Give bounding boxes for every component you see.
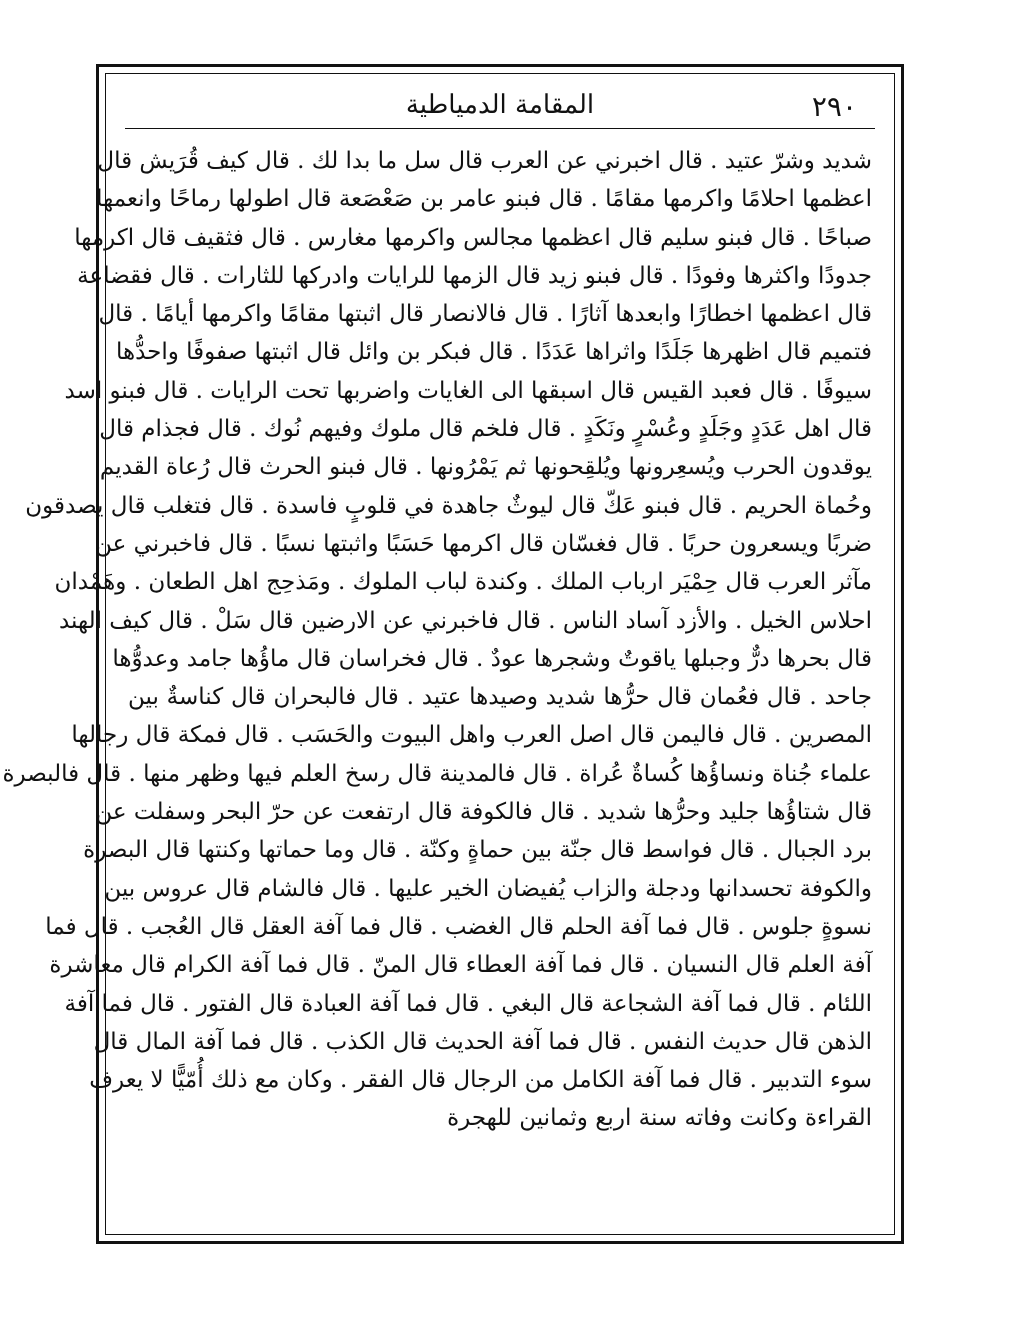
text-line: مآثر العرب قال حِمْيَر ارباب الملك . وكندة لباب الملوك . ومَذحِج اهل الطعان . وهَمْدان [54, 569, 872, 596]
text-line: قال بحرها درٌّ وجبلها ياقوتٌ وشجرها عودٌ . قال فخراسان قال ماؤُها جامد وعدوُّها [112, 645, 872, 672]
text-line: نسوةٍ جلوس . قال فما آفة الحلم قال الغضب . قال فما آفة العقل قال العُجب . قال فما [45, 913, 872, 940]
text-line: سيوفًا . قال فعبد القيس قال اسبقها الى الغايات واضربها تحت الرايات . قال فبنو اسد [64, 377, 872, 404]
text-line: والكوفة تحسدانها ودجلة والزاب يُفيضان الخير عليها . قال فالشام قال عروس بين [104, 875, 872, 902]
text-line: اعظمها احلامًا واكرمها مقامًا . قال فبنو عامر بن صَعْصَعة قال اطولها رماحًا وانعمها [96, 186, 872, 213]
text-line: جاحد . قال فعُمان قال حرُّها شديد وصيدها عتيد . قال فالبحران قال كناسةٌ بين [128, 684, 872, 711]
text-line: ضربًا ويسعرون حربًا . قال فغسّان قال اكرمها حَسَبًا واثبتها نسبًا . قال فاخبرني عن [95, 530, 872, 557]
text-line-last: القراءة وكانت وفاته سنة اربع وثمانين للهجرة [447, 1105, 872, 1132]
text-line: المصرين . قال فاليمن قال اصل العرب واهل البيوت والحَسَب . قال فمكة قال رجالها [71, 722, 872, 749]
text-line: آفة العلم قال النسيان . قال فما آفة العطاء قال المنّ . قال فما آفة الكرام قال معاشرة [49, 952, 872, 979]
text-line: علماء جُناة ونساؤُها كُساةٌ عُراة . قال فالمدينة قال رسخ العلم فيها وظهر منها . قال فالبصرة [2, 760, 872, 787]
text-line: شديد وشرّ عتيد . قال اخبرني عن العرب قال سل ما بدا لك . قال كيف قُرَيش قال [97, 148, 872, 174]
text-line: اللئام . قال فما آفة الشجاعة قال البغي . قال فما آفة العبادة قال الفتور . قال فما آفة [64, 990, 872, 1017]
text-line: قال شتاؤُها جليد وحرُّها شديد . قال فالكوفة قال ارتفعت عن حرّ البحر وسفلت عن [95, 799, 872, 826]
text-line: جدودًا واكثرها وفودًا . قال فبنو زيد قال الزمها للرايات وادركها للثارات . قال فقضاعة [77, 262, 872, 289]
text-line: صباحًا . قال فبنو سليم قال اعظمها مجالس واكرمها مغارس . قال فثقيف قال اكرمها [74, 224, 872, 251]
text-line: برد الجبال . قال فواسط قال جنّة بين حماةٍ وكنّة . قال وما حماتها وكنتها قال البصرة [83, 837, 872, 864]
page-header [125, 88, 875, 124]
text-line: يوقدون الحرب ويُسعِرونها ويُلقِحونها ثم يَمْرُونها . قال فبنو الحرث قال رُعاة القديم [99, 454, 872, 481]
text-line: فتميم قال اظهرها جَلَدًا واثراها عَدَدًا . قال فبكر بن وائل قال اثبتها صفوفًا واحدُّها [115, 339, 872, 366]
text-line: قال اهل عَدَدٍ وجَلَدٍ وعُسْرٍ ونَكَدٍ . قال فلخم قال ملوك وفيهم نُوك . قال فجذام قال [99, 416, 872, 443]
text-line: وحُماة الحريم . قال فبنو عَكّ قال ليوثٌ جاهدة في قلوبٍ فاسدة . قال فتغلب قال يصدقون [25, 492, 872, 519]
header-rule [125, 128, 875, 129]
text-body [2, 142, 872, 1138]
text-line: قال اعظمها اخطارًا وابعدها آثارًا . قال فالانصار قال اثبتها مقامًا واكرمها أيامًا . قال [98, 301, 872, 328]
text-line: احلاس الخيل . والأزد آساد الناس . قال فاخبرني عن الارضين قال سَلْ . قال كيف الهند [58, 607, 872, 634]
text-line: الذهن قال حديث النفس . قال فما آفة الحديث قال الكذب . قال فما آفة المال قال [93, 1028, 872, 1055]
running-title: المقامة الدمياطية [405, 90, 595, 120]
text-line: سوء التدبير . قال فما آفة الكامل من الرجال قال الفقر . وكان مع ذلك أُمّيًّا لا يعرف [89, 1067, 872, 1094]
page-number: ٢٩٠ [811, 90, 857, 123]
